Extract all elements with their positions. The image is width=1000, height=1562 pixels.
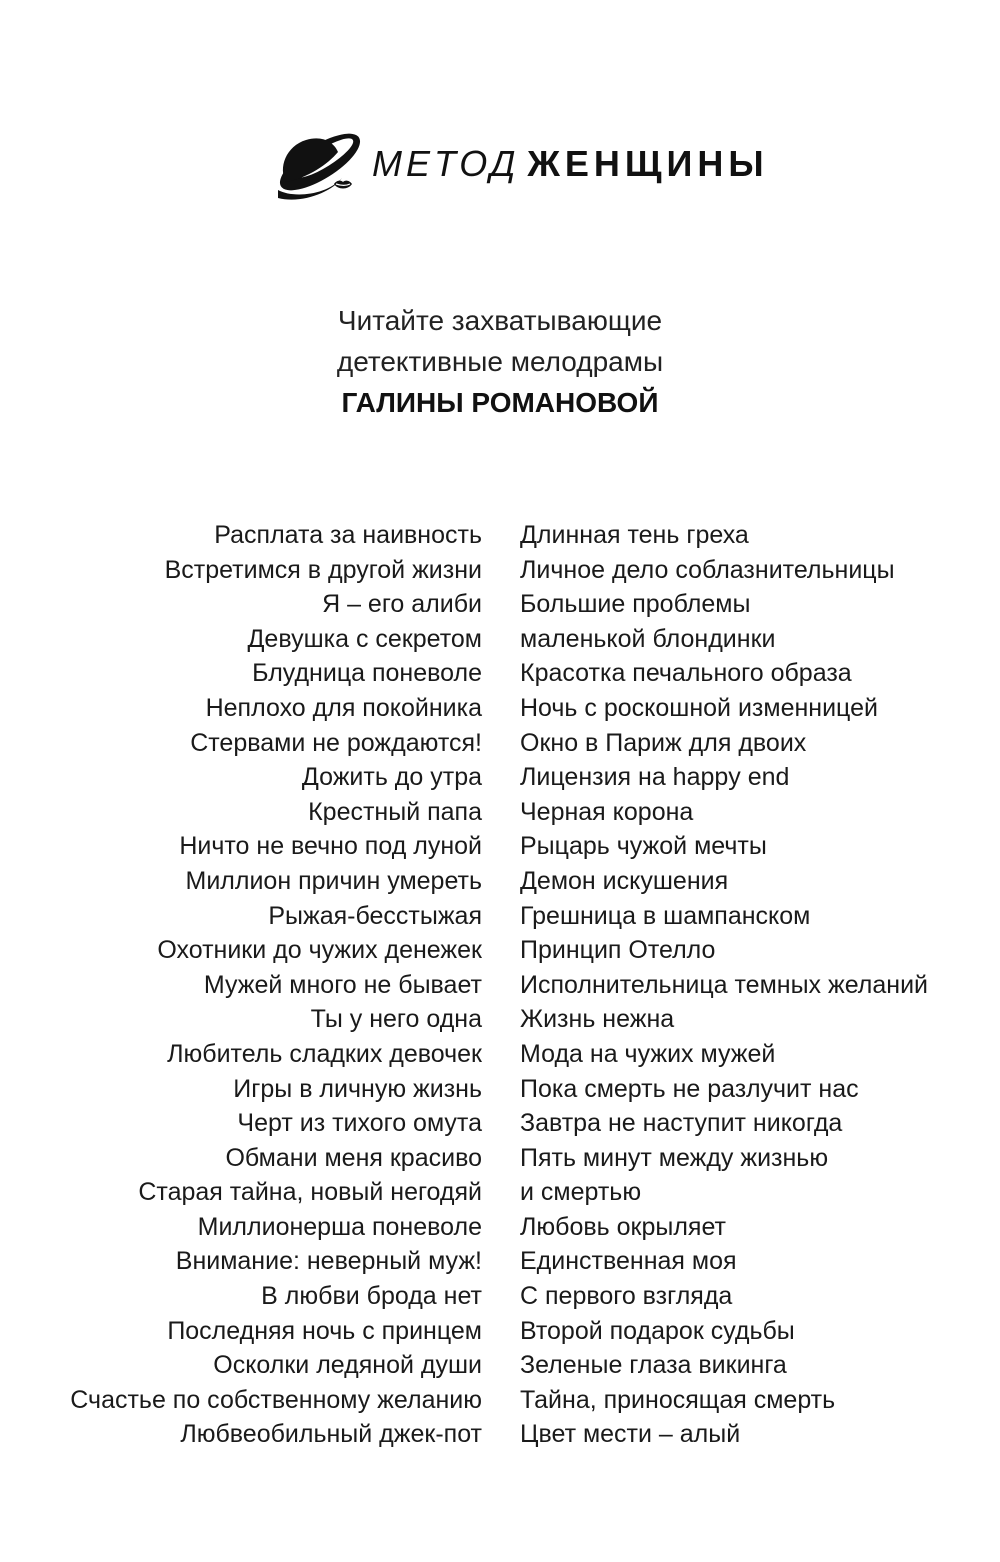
- book-title: Ночь с роскошной изменницей: [520, 693, 878, 722]
- intro-block: [0, 300, 1000, 423]
- book-title: Единственная моя: [520, 1247, 737, 1276]
- book-title: Пока смерть не разлучит нас: [520, 1074, 859, 1103]
- book-title: Рыцарь чужой мечты: [520, 832, 767, 861]
- book-title: Миллион причин умереть: [185, 866, 482, 895]
- book-title: Внимание: неверный муж!: [175, 1247, 482, 1276]
- book-title: Второй подарок судьбы: [520, 1316, 795, 1345]
- series-logo: [272, 120, 769, 204]
- intro-line-2: детективные мелодрамы: [336, 346, 664, 377]
- book-title: Осколки ледяной души: [213, 1351, 482, 1380]
- author-name: ГАЛИНЫ РОМАНОВОЙ: [341, 387, 659, 418]
- logo-word-method: МЕТОД: [372, 143, 520, 184]
- book-title: Жизнь нежна: [520, 1005, 675, 1034]
- logo-word-women: ЖЕНЩИНЫ: [527, 143, 769, 184]
- book-title: Ничто не вечно под луной: [179, 832, 482, 861]
- intro-line-1: Читайте захватывающие: [337, 305, 663, 336]
- book-title: Зеленые глаза викинга: [520, 1351, 787, 1380]
- book-title: маленькой блондинки: [520, 624, 776, 653]
- logo-text: [372, 144, 769, 184]
- book-title: Крестный папа: [308, 797, 482, 826]
- book-title: и смертью: [520, 1178, 642, 1207]
- book-title: Счастье по собственному желанию: [70, 1385, 482, 1414]
- book-title: С первого взгляда: [520, 1282, 733, 1311]
- book-title: Мужей много не бывает: [203, 970, 482, 999]
- book-title: Длинная тень греха: [520, 521, 749, 549]
- book-title: Стервами не рождаются!: [190, 728, 482, 757]
- book-title: Охотники до чужих денежек: [157, 936, 482, 965]
- book-title: Демон искушения: [520, 866, 729, 895]
- book-title: Пять минут между жизнью: [520, 1143, 829, 1172]
- book-title: Принцип Отелло: [520, 936, 716, 965]
- book-title: Завтра не наступит никогда: [520, 1109, 843, 1138]
- book-title: Расплата за наивность: [214, 521, 482, 549]
- title-list-left: [70, 518, 482, 1452]
- book-title: Игры в личную жизнь: [233, 1074, 482, 1103]
- book-title: Девушка с секретом: [247, 624, 482, 653]
- book-title: Ты у него одна: [310, 1005, 482, 1034]
- book-title: Дожить до утра: [301, 763, 482, 792]
- book-title: Любитель сладких девочек: [167, 1039, 482, 1068]
- book-title: Любвеобильный джек-пот: [180, 1420, 482, 1449]
- hat-lips-icon: [272, 120, 368, 204]
- book-title: Грешница в шампанском: [520, 901, 811, 930]
- title-list-right: [520, 518, 928, 1452]
- book-title: Обмани меня красиво: [225, 1143, 482, 1172]
- book-title: Миллионерша поневоле: [197, 1212, 482, 1241]
- book-title: Любовь окрыляет: [520, 1212, 726, 1241]
- book-title: Личное дело соблазнительницы: [520, 555, 895, 584]
- book-title: Черная корона: [520, 797, 694, 826]
- book-title: Исполнительница темных желаний: [520, 970, 929, 999]
- book-title: Рыжая-бесстыжая: [268, 901, 482, 930]
- book-title: Цвет мести – алый: [520, 1420, 741, 1449]
- book-title: Лицензия на happy end: [520, 763, 790, 792]
- book-title: Я – его алиби: [322, 590, 482, 619]
- book-title: В любви брода нет: [261, 1282, 482, 1311]
- book-title: Тайна, приносящая смерть: [520, 1385, 836, 1414]
- book-title: Мода на чужих мужей: [520, 1039, 776, 1068]
- book-title: Неплохо для покойника: [205, 693, 482, 722]
- book-title: Старая тайна, новый негодяй: [138, 1178, 482, 1207]
- book-title: Большие проблемы: [520, 590, 751, 619]
- book-title: Черт из тихого омута: [237, 1109, 482, 1138]
- book-title: Последняя ночь с принцем: [167, 1316, 482, 1345]
- book-title: Блудница поневоле: [252, 659, 482, 688]
- book-title: Встретимся в другой жизни: [164, 555, 482, 584]
- book-title: Окно в Париж для двоих: [520, 728, 807, 757]
- book-title: Красотка печального образа: [520, 659, 852, 688]
